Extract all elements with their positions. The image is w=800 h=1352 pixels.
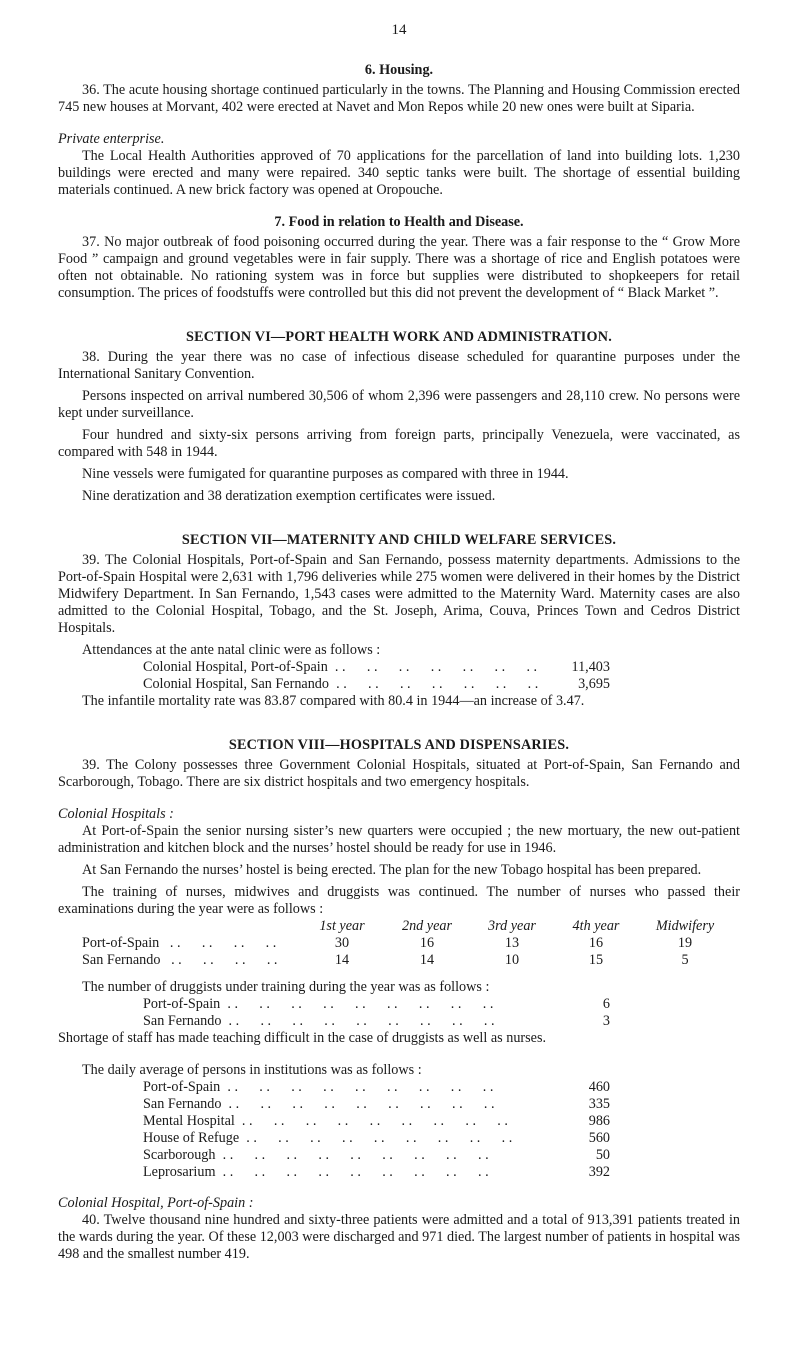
table-cell: 19 — [677, 935, 693, 951]
column-header: 4th year — [572, 918, 620, 934]
daily-average-value: 560 — [550, 1130, 610, 1147]
vessels-fumigated: Nine vessels were fumigated for quarantine purposes as compared with three in 1944. — [82, 466, 569, 482]
table-cell: 16 — [419, 935, 435, 951]
table-cell: 14 — [334, 952, 350, 968]
column-header: Midwifery — [655, 918, 715, 934]
table-cell: 5 — [681, 952, 689, 968]
table-header-row — [82, 918, 730, 935]
daily-average-label: Port-of-Spain . . — [143, 1079, 550, 1096]
food-heading: 7. Food in relation to Health and Disease. — [274, 214, 524, 230]
attendance-value: 3,695 — [550, 676, 610, 693]
private-enterprise-text: The Local Health Authorities approved of 70 applications for the parcellation of land into building lots. 1,230 buildings were erected and many were repaired. 340 septic tanks were built. The shortage of essential building materials continued. A new brick factory was opened at Oropouche. — [58, 148, 740, 198]
daily-average-row — [143, 1113, 610, 1130]
deratization-certificates: Nine deratization and 38 deratization exemption certificates were issued. — [82, 488, 496, 504]
daily-average-intro: The daily average of persons in institutions was as follows : — [82, 1062, 422, 1078]
staff-shortage: Shortage of staff has made teaching difficult in the case of druggists as well as nurses. — [58, 1030, 547, 1046]
daily-average-value: 335 — [550, 1096, 610, 1113]
colonial-hospital-pos-heading: Colonial Hospital, Port-of-Spain : — [58, 1195, 254, 1211]
table-cell: 30 — [334, 935, 350, 951]
section-7-heading: SECTION VII—MATERNITY AND CHILD WELFARE SERVICES. — [181, 532, 617, 548]
paragraph-38: 38. During the year there was no case of infectious disease scheduled for quarantine purposes under the International Sanitary Convention. — [58, 349, 740, 382]
table-cell: 15 — [588, 952, 604, 968]
attendance-label: Colonial Hospital, Port-of-Spain . . — [143, 659, 550, 676]
persons-inspected: Persons inspected on arrival numbered 30,506 of whom 2,396 were passengers and 28,110 crew. No persons were kept under surveillance. — [58, 388, 740, 421]
daily-average-label: San Fernando . . — [143, 1096, 550, 1113]
training-intro: The training of nurses, midwives and druggists was continued. The number of nurses who passed their examinations during the year were as follows : — [58, 884, 740, 917]
daily-average-value: 50 — [550, 1147, 610, 1164]
table-row — [82, 935, 730, 952]
druggists-label: San Fernando . . — [143, 1013, 550, 1030]
daily-average-label: Leprosarium . . — [143, 1164, 550, 1181]
section-8-heading: SECTION VIII—HOSPITALS AND DISPENSARIES. — [228, 737, 570, 753]
daily-average-value: 392 — [550, 1164, 610, 1181]
attendance-label: Colonial Hospital, San Fernando . . — [143, 676, 550, 693]
daily-average-row — [143, 1096, 610, 1113]
druggists-row — [143, 1013, 610, 1030]
persons-vaccinated: Four hundred and sixty-six persons arriving from foreign parts, principally Venezuela, were vaccinated, as compared with 548 in 1944. — [58, 427, 740, 460]
daily-average-row — [143, 1164, 610, 1181]
paragraph-39-hospitals: 39. The Colony possesses three Government Colonial Hospitals, situated at Port-of-Spain, San Fernando and Scarborough, Tobago. There are six district hospitals and two emergency hospitals. — [58, 757, 740, 790]
table-cell: 16 — [588, 935, 604, 951]
infantile-mortality: The infantile mortality rate was 83.87 compared with 80.4 in 1944—an increase of 3.47. — [82, 693, 585, 709]
attendance-intro: Attendances at the ante natal clinic were as follows : — [82, 642, 381, 658]
port-of-spain-works: At Port-of-Spain the senior nursing sister’s new quarters were occupied ; the new mortuary, the new out-patient administration and kitchen block and the nurses’ hostel should be ready for use in 1946. — [58, 823, 740, 856]
paragraph-39-maternity: 39. The Colonial Hospitals, Port-of-Spain and San Fernando, possess maternity departments. Admissions to the Port-of-Spain Hospital were 2,631 with 1,796 deliveries while 275 women were delivered in their homes by the District Midwifery Department. In San Fernando, 1,543 cases were admitted to the Maternity Ward. Maternity cases are also admitted to the Colonial Hospital, Tobago, and the St. Joseph, Arima, Couva, Princes Town and Cedros District Hospitals. — [58, 552, 740, 636]
paragraph-37: 37. No major outbreak of food poisoning occurred during the year. There was a fair response to the “ Grow More Food ” campaign and ground vegetables were in fair supply. There was a shortage of rice and English potatoes were often not obtainable. No rationing system was in force but supplies were distributed to shopkeepers for retail consumption. The prices of foodstuffs were controlled but this did not prevent the development of “ Black Market ”. — [58, 234, 740, 301]
daily-average-row — [143, 1130, 610, 1147]
column-header: 1st year — [319, 918, 365, 934]
table-row — [82, 952, 730, 969]
section-6-heading: SECTION VI—PORT HEALTH WORK AND ADMINISTRATION. — [186, 329, 612, 345]
table-cell: 10 — [504, 952, 520, 968]
paragraph-40: 40. Twelve thousand nine hundred and sixty-three patients were admitted and a total of 913,391 patients treated in the wards during the year. Of these 12,003 were discharged and 971 died. The largest number of patients in hospital was 498 and the smallest number 419. — [58, 1212, 741, 1262]
daily-average-label: Scarborough . . — [143, 1147, 550, 1164]
druggists-label: Port-of-Spain . . — [143, 996, 550, 1013]
daily-average-value: 460 — [550, 1079, 610, 1096]
column-header: 2nd year — [401, 918, 453, 934]
druggists-value: 6 — [550, 996, 610, 1013]
attendance-row — [143, 659, 610, 676]
druggists-row — [143, 996, 610, 1013]
table-cell: 14 — [419, 952, 435, 968]
table-cell: 13 — [504, 935, 520, 951]
column-header: 3rd year — [488, 918, 536, 934]
attendance-value: 11,403 — [550, 659, 610, 676]
colonial-hospitals-heading: Colonial Hospitals : — [58, 806, 174, 822]
daily-average-label: House of Refuge . . — [143, 1130, 550, 1147]
page-number: 14 — [391, 22, 407, 38]
daily-average-row — [143, 1079, 610, 1096]
daily-average-row — [143, 1147, 610, 1164]
daily-average-label: Mental Hospital . . — [143, 1113, 550, 1130]
private-enterprise-heading: Private enterprise. — [58, 131, 165, 147]
druggists-intro: The number of druggists under training during the year was as follows : — [82, 979, 490, 995]
attendance-row — [143, 676, 610, 693]
row-label: San Fernando . . — [82, 952, 302, 969]
san-fernando-works: At San Fernando the nurses’ hostel is being erected. The plan for the new Tobago hospital has been prepared. — [82, 862, 702, 878]
druggists-value: 3 — [550, 1013, 610, 1030]
row-label: Port-of-Spain . . — [82, 935, 302, 952]
housing-heading: 6. Housing. — [364, 62, 434, 78]
exam-results-table — [82, 918, 730, 969]
paragraph-36: 36. The acute housing shortage continued particularly in the towns. The Planning and Housing Commission erected 745 new houses at Morvant, 402 were erected at Navet and Mon Repos while 20 new ones were built at Siparia. — [58, 82, 740, 115]
daily-average-value: 986 — [550, 1113, 610, 1130]
